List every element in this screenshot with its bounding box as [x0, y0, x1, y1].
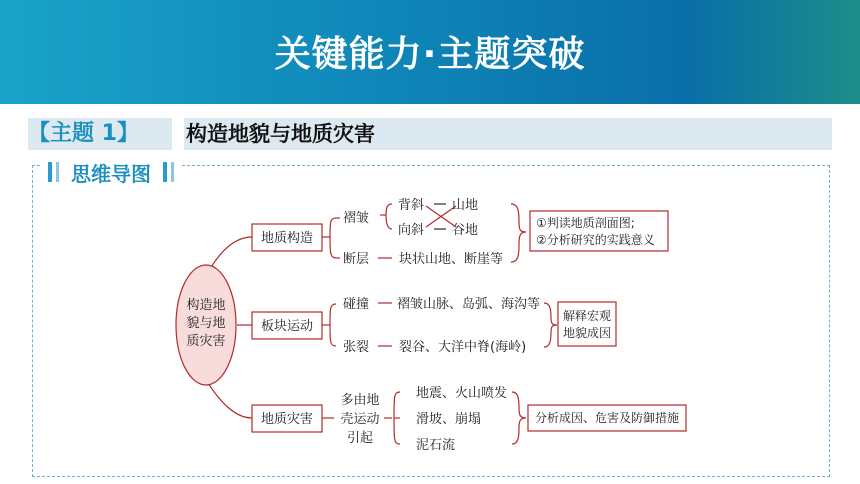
fault-result: 块状山地、断崖等 — [399, 252, 504, 267]
plate-note-2: 地貌成因 — [562, 326, 612, 340]
collision-label: 碰撞 — [343, 297, 370, 312]
hazard-cause: 引起 — [346, 431, 374, 446]
hazard-cause: 壳运动 — [340, 412, 380, 427]
root-text: 构造地 — [186, 298, 226, 313]
branch-hazard: 地质灾害 — [260, 412, 314, 427]
fold-label: 褶皱 — [343, 211, 370, 226]
collision-result: 褶皱山脉、岛弧、海沟等 — [397, 297, 541, 312]
rift-result: 裂谷、大洋中脊(海岭) — [399, 340, 527, 355]
geology-note-2: ②分析研究的实践意义 — [536, 233, 655, 247]
topic-title: 构造地貌与地质灾害 — [186, 122, 375, 146]
branch-plate: 板块运动 — [260, 319, 314, 334]
root-text: 质灾害 — [186, 334, 226, 349]
plate-note-1: 解释宏观 — [562, 309, 612, 323]
mountain-label: 山地 — [452, 198, 479, 213]
hazard-cause: 多由地 — [340, 393, 380, 408]
panel-title: 思维导图 — [71, 161, 151, 186]
fault-label: 断层 — [343, 252, 370, 267]
topic-tag: 【主题 1】 — [28, 121, 139, 146]
hazard-item-1: 地震、火山喷发 — [416, 386, 508, 401]
hazard-note: 分析成因、危害及防御措施 — [534, 411, 680, 425]
root-text: 貌与地 — [186, 316, 226, 331]
anticline-label: 背斜 — [398, 198, 425, 213]
hazard-item-3: 泥石流 — [416, 438, 456, 453]
hazard-item-2: 滑坡、崩塌 — [416, 412, 482, 427]
page-title: 关键能力·主题突破 — [274, 34, 586, 75]
branch-geology: 地质构造 — [260, 231, 314, 246]
valley-label: 谷地 — [452, 223, 479, 238]
geology-note-1: ①判读地质剖面图; — [536, 216, 635, 230]
rift-label: 张裂 — [343, 340, 370, 355]
syncline-label: 向斜 — [398, 223, 425, 238]
